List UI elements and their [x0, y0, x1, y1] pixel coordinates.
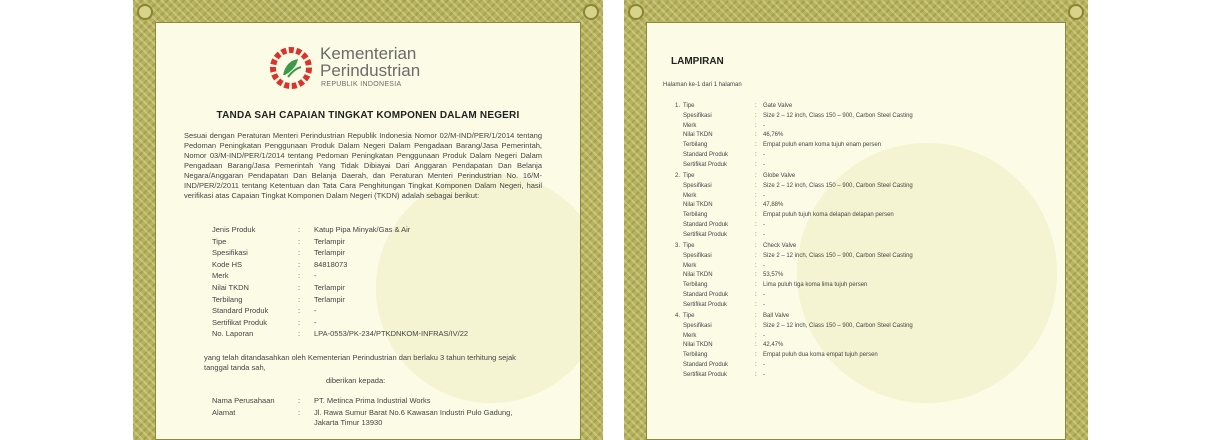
attachment-value: -: [763, 301, 765, 308]
item-number: 3.: [675, 243, 681, 249]
field-separator: :: [298, 259, 301, 269]
attachment-label: Terbilang: [683, 212, 708, 219]
company-value: PT. Metinca Prima Industrial Works: [314, 396, 431, 405]
field-value: Terlampir: [314, 283, 345, 292]
attachment-separator: :: [755, 243, 757, 249]
attachment-value: Check Valve: [763, 243, 797, 249]
attachment-label: Merk: [683, 192, 697, 199]
field-value: -: [314, 317, 317, 327]
attachment-label: Standard Produk: [683, 222, 729, 228]
attachment-label: Tipe: [683, 313, 695, 319]
attachment-label: Merk: [683, 332, 697, 339]
attachment-label: Sertifikat Produk: [683, 231, 728, 238]
attachment-separator: :: [755, 362, 757, 368]
ministry-logo-icon: [268, 45, 314, 91]
attachment-separator: :: [755, 282, 757, 289]
field-separator: :: [298, 236, 301, 246]
field-label: Merk: [212, 271, 229, 281]
attachment-separator: :: [755, 142, 757, 149]
field-label: Spesifikasi: [212, 248, 248, 258]
field-label: Tipe: [212, 236, 227, 246]
item-number: 2.: [675, 173, 681, 179]
page-info: Halaman ke-1 dari 1 halaman: [663, 82, 742, 88]
corner-ornament: [628, 4, 644, 20]
attachment-label: Terbilang: [683, 352, 708, 359]
ministry-logo: [268, 45, 468, 91]
attachment-label: Spesifikasi: [683, 182, 712, 189]
attachment-value: -: [763, 262, 765, 269]
attachment-label: Sertifikat Produk: [683, 371, 728, 378]
attachment-body: [646, 22, 1066, 440]
company-label: Alamat: [212, 408, 236, 417]
attachment-separator: :: [755, 342, 757, 349]
attachment-value: Gate Valve: [763, 103, 793, 109]
field-value: -: [314, 271, 317, 281]
item-number: 1.: [675, 103, 681, 109]
company-value: Jl. Rawa Sumur Barat No.6 Kawasan Industri Pulo Gadung,: [314, 408, 513, 417]
attachment-value: 53,57%: [763, 272, 784, 279]
field-value: Terlampir: [314, 294, 345, 304]
attachment-label: Terbilang: [683, 282, 708, 289]
attachment-value: Size 2 – 12 inch, Class 150 – 900, Carbon Steel Casting: [763, 112, 913, 119]
attachment-label: Nilai TKDN: [683, 272, 713, 279]
attachment-label: Nilai TKDN: [683, 202, 713, 209]
attachment-value: Empat puluh dua koma empat tujuh persen: [763, 352, 878, 359]
field-label: Standard Produk: [212, 306, 269, 316]
attachment-value: Empat puluh enam koma tujuh enam persen: [763, 142, 882, 149]
field-separator: :: [298, 225, 301, 234]
attachment-page: [624, 0, 1088, 440]
attachment-value: -: [763, 231, 765, 238]
attachment-value: -: [763, 161, 765, 168]
attachment-separator: :: [755, 132, 757, 139]
field-separator: :: [298, 329, 301, 339]
attachment-separator: :: [755, 301, 757, 308]
validity-line2: tanggal tanda sah,: [204, 363, 266, 372]
attachment-separator: :: [755, 222, 757, 228]
attachment-value: Empat puluh tujuh koma delapan delapan persen: [763, 212, 894, 219]
attachment-separator: :: [755, 103, 757, 109]
attachment-separator: :: [755, 352, 757, 359]
field-label: Kode HS: [212, 259, 243, 269]
attachment-label: Sertifikat Produk: [683, 161, 728, 168]
attachment-separator: :: [755, 112, 757, 119]
company-separator: :: [298, 408, 301, 417]
address-line2: Jakarta Timur 13930: [314, 418, 383, 427]
attachment-separator: :: [755, 212, 757, 219]
attachment-label: Nilai TKDN: [683, 132, 713, 139]
ministry-country: REPUBLIK INDONESIA: [321, 81, 402, 88]
certificate-page: [133, 0, 603, 440]
intro-paragraph: Sesuai dengan Peraturan Menteri Perindustrian Republik Indonesia Nomor 02/M-IND/PER/1/2014 tentang Pedoman Peningkatan Penggunaan Produk Dalam Negeri Dalam Pengadaan Barang/Jasa Pemerintah, Nomor 03/M-IND/PER/1/2014 tentang Pedoman Peningkatan Penggunaan Produk Dalam Negeri Dalam Pengadaan Barang/Jasa Pemerintah Yang Tidak Dibiayai Dari Anggaran Pendapatan Dan Belanja Negara/Anggaran Pendapatan Dan Belanja Daerah, dan Peraturan Menteri Perindustrian No. 16/M-IND/PER/2/2011 tentang Ketentuan dan Tata Cara Penghitungan Tingkat Komponen Dalam Negeri, hasil verifikasi atas Capaian Tingkat Komponen Dalam Negeri (TKDN) adalah sebagai berikut:: [184, 131, 542, 200]
field-label: Nilai TKDN: [212, 283, 249, 292]
validity-line1: yang telah ditandasahkan oleh Kementerian Perindustrian dan berlaku 3 tahun terhitung sejak: [204, 353, 516, 362]
attachment-label: Standard Produk: [683, 362, 729, 368]
attachment-value: -: [763, 332, 765, 339]
field-value: -: [314, 306, 317, 316]
gear-watermark: [376, 173, 581, 403]
attachment-value: 42,47%: [763, 342, 784, 349]
attachment-value: -: [763, 292, 765, 298]
corner-ornament: [1068, 4, 1084, 20]
attachment-label: Nilai TKDN: [683, 342, 713, 349]
field-value: Katup Pipa Minyak/Gas & Air: [314, 225, 411, 234]
attachment-separator: :: [755, 322, 757, 329]
field-separator: :: [298, 306, 301, 316]
attachment-separator: :: [755, 122, 757, 129]
attachment-separator: :: [755, 272, 757, 279]
attachment-separator: :: [755, 313, 757, 319]
attachment-separator: :: [755, 192, 757, 199]
attachment-label: Standard Produk: [683, 152, 729, 158]
field-separator: :: [298, 294, 301, 304]
attachment-value: -: [763, 222, 765, 228]
field-value: 84818073: [314, 259, 348, 269]
attachment-value: -: [763, 371, 765, 378]
attachment-value: Size 2 – 12 inch, Class 150 – 900, Carbon Steel Casting: [763, 322, 913, 329]
attachment-separator: :: [755, 292, 757, 298]
field-label: Sertifikat Produk: [212, 317, 268, 327]
attachment-value: -: [763, 122, 765, 129]
attachment-separator: :: [755, 252, 757, 259]
field-value: LPA-0553/PK-234/PTKDNKOM-INFRAS/IV/22: [314, 329, 469, 339]
attachment-separator: :: [755, 262, 757, 269]
attachment-value: -: [763, 192, 765, 199]
attachment-label: Tipe: [683, 103, 695, 109]
field-label: Jenis Produk: [212, 225, 256, 234]
attachment-separator: :: [755, 371, 757, 378]
attachment-separator: :: [755, 231, 757, 238]
field-separator: :: [298, 248, 301, 258]
corner-ornament: [137, 4, 153, 20]
field-label: No. Laporan: [212, 329, 254, 339]
field-value: Terlampir: [314, 236, 345, 246]
attachment-separator: :: [755, 202, 757, 209]
field-value: Terlampir: [314, 248, 345, 258]
corner-ornament: [583, 4, 599, 20]
attachment-label: Tipe: [683, 173, 695, 179]
attachment-separator: :: [755, 182, 757, 189]
attachment-label: Merk: [683, 262, 697, 269]
attachment-value: -: [763, 362, 765, 368]
attachment-label: Spesifikasi: [683, 252, 712, 259]
attachment-separator: :: [755, 152, 757, 158]
attachment-value: Lima puluh tiga koma lima tujuh persen: [763, 282, 868, 289]
attachment-value: 47,88%: [763, 202, 784, 209]
attachment-label: Standard Produk: [683, 292, 729, 298]
field-separator: :: [298, 317, 301, 327]
attachment-separator: :: [755, 161, 757, 168]
attachment-title: LAMPIRAN: [671, 56, 724, 67]
attachment-value: Size 2 – 12 inch, Class 150 – 900, Carbon Steel Casting: [763, 252, 913, 259]
item-number: 4.: [675, 313, 681, 319]
field-label: Terbilang: [212, 294, 243, 304]
company-separator: :: [298, 396, 301, 405]
attachment-value: 46,76%: [763, 132, 784, 139]
attachment-value: Ball Valve: [763, 313, 790, 319]
attachment-value: -: [763, 152, 765, 158]
certificate-title: TANDA SAH CAPAIAN TINGKAT KOMPONEN DALAM NEGERI: [216, 110, 520, 121]
attachment-value: Size 2 – 12 inch, Class 150 – 900, Carbon Steel Casting: [763, 182, 913, 189]
field-separator: :: [298, 271, 301, 281]
attachment-label: Spesifikasi: [683, 112, 712, 119]
attachment-separator: :: [755, 173, 757, 179]
attachment-value: Globe Valve: [763, 173, 796, 179]
attachment-label: Tipe: [683, 243, 695, 249]
attachment-label: Sertifikat Produk: [683, 301, 728, 308]
ministry-name-line1: Kementerian: [320, 44, 417, 63]
attachment-label: Spesifikasi: [683, 322, 712, 329]
ministry-name-line2: Perindustrian: [320, 61, 421, 80]
company-label: Nama Perusahaan: [212, 396, 275, 405]
attachment-separator: :: [755, 332, 757, 339]
certificate-body: [155, 22, 581, 440]
field-separator: :: [298, 283, 301, 292]
given-to-label: diberikan kepada:: [326, 376, 386, 385]
attachment-label: Terbilang: [683, 142, 708, 149]
attachment-label: Merk: [683, 122, 697, 129]
